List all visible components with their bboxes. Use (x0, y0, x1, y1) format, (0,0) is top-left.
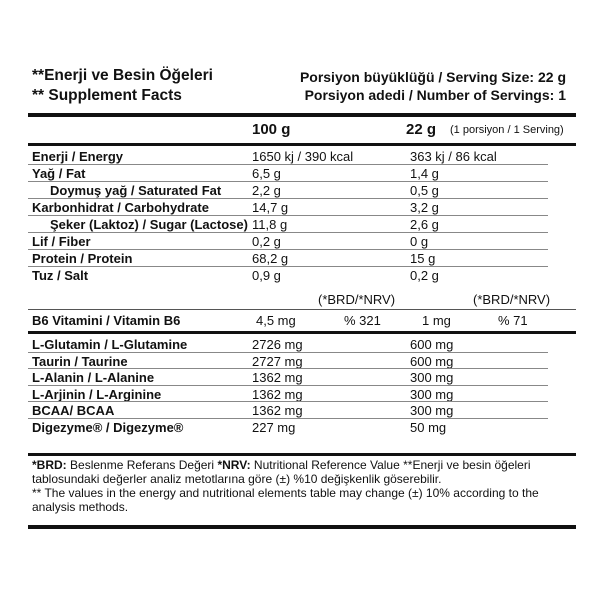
nutrient-value-22g: 2,6 g (410, 217, 439, 232)
nutrient-value-22g: 3,2 g (410, 200, 439, 215)
row-divider (28, 164, 548, 165)
nutrient-value-22g: 0,2 g (410, 268, 439, 283)
col-22g: 22 g (406, 121, 437, 138)
nrv-label: *NRV: (217, 458, 251, 472)
brd-label: *BRD: (32, 458, 67, 472)
amino-value-22g: 300 mg (410, 403, 454, 418)
divider (28, 309, 576, 310)
amino-name: Taurin / Taurine (32, 353, 128, 369)
col-22g-note: (1 porsiyon / 1 Serving) (450, 124, 564, 136)
amino-name: L-Arjinin / L-Arginine (32, 386, 162, 402)
thick-divider-2 (28, 143, 576, 146)
serving-size: Porsiyon büyüklüğü / Serving Size: 22 g (299, 69, 566, 85)
nutrient-name: Enerji / Energy (32, 149, 124, 164)
nutrient-value-100g: 14,7 g (252, 200, 289, 215)
amino-value-100g: 2727 mg (252, 353, 303, 369)
nrv-text: Nutritional Reference Value (253, 458, 400, 472)
amino-value-100g: 2726 mg (252, 337, 303, 352)
amino-value-100g: 1362 mg (252, 403, 303, 418)
nutrient-value-100g: 0,2 g (252, 234, 281, 249)
amino-value-22g: 600 mg (410, 353, 454, 369)
vitamin-22g-percent: % 71 (498, 313, 528, 328)
nutrient-name: Karbonhidrat / Carbohydrate (32, 200, 209, 215)
amino-value-22g: 50 mg (410, 419, 447, 435)
amino-value-22g: 300 mg (410, 370, 454, 385)
vitamin-100g-percent: % 321 (344, 313, 381, 328)
amino-name: Digezyme® / Digezyme® (32, 419, 184, 435)
row-divider (28, 401, 548, 402)
vitamin-name: B6 Vitamini / Vitamin B6 (32, 313, 181, 328)
amino-name: L-Glutamin / L-Glutamine (32, 337, 188, 352)
amino-name: BCAA/ BCAA (32, 403, 115, 418)
vitamin-100g: 4,5 mg (256, 313, 296, 328)
panel-header (28, 65, 576, 111)
nutrient-value-100g: 1650 kj / 390 kcal (252, 149, 354, 164)
nutrient-name: Doymuş yağ / Saturated Fat (50, 183, 222, 198)
en-note: ** The values in the energy and nutritional elements table may change (±) 10% according to the analysis methods. (32, 486, 539, 514)
nutrient-name: Protein / Protein (32, 251, 133, 266)
nutrient-value-100g: 2,2 g (252, 183, 281, 198)
thick-divider-4 (28, 453, 576, 456)
brd-header-right: (*BRD/*NRV) (473, 292, 551, 307)
amino-value-100g: 227 mg (252, 419, 296, 435)
row-divider (28, 232, 548, 233)
row-divider (28, 249, 548, 250)
nutrient-name: Lif / Fiber (32, 234, 91, 249)
nutrient-name: Tuz / Salt (32, 268, 89, 283)
row-divider (28, 418, 548, 419)
amino-value-100g: 1362 mg (252, 370, 303, 385)
nutrient-value-22g: 0 g (410, 234, 429, 249)
nutrient-name: Yağ / Fat (32, 166, 86, 181)
vitamin-22g: 1 mg (422, 313, 451, 328)
nutrient-value-22g: 1,4 g (410, 166, 439, 181)
bottom-divider (28, 525, 576, 529)
thick-divider (28, 113, 576, 117)
row-divider (28, 385, 548, 386)
amino-value-100g: 1362 mg (252, 386, 303, 402)
row-divider (28, 181, 548, 182)
row-divider (28, 215, 548, 216)
row-divider (28, 198, 548, 199)
thick-divider-3 (28, 331, 576, 334)
nutrient-value-100g: 11,8 g (252, 217, 288, 232)
nutrition-facts-panel (28, 65, 576, 514)
col-100g: 100 g (252, 121, 291, 138)
brd-text: Beslenme Referans Değeri (70, 458, 215, 472)
footnote (32, 458, 572, 514)
row-divider (28, 368, 548, 369)
row-divider (28, 352, 548, 353)
tr-note: **Enerji ve besin öğeleri tablosundaki değerler analiz metotlarına göre (±) %10 değişkenlik göserebilir. (32, 458, 531, 486)
nutrient-value-100g: 6,5 g (252, 166, 281, 181)
nutrient-value-100g: 68,2 g (252, 251, 289, 266)
row-divider (28, 266, 548, 267)
amino-value-22g: 300 mg (410, 386, 454, 402)
title-tr: **Enerji ve Besin Öğeleri (32, 67, 213, 84)
servings-count: Porsiyon adedi / Number of Servings: 1 (304, 87, 566, 103)
nutrient-value-22g: 363 kj / 86 kcal (410, 149, 497, 164)
nutrient-value-100g: 0,9 g (252, 268, 281, 283)
nutrient-value-22g: 0,5 g (410, 183, 439, 198)
brd-header-left: (*BRD/*NRV) (318, 292, 396, 307)
nutrient-name: Şeker (Laktoz) / Sugar (Lactose) (50, 217, 248, 232)
amino-value-22g: 600 mg (410, 337, 454, 352)
amino-name: L-Alanin / L-Alanine (32, 370, 155, 385)
title-en: ** Supplement Facts (32, 87, 182, 104)
nutrient-value-22g: 15 g (410, 251, 436, 266)
